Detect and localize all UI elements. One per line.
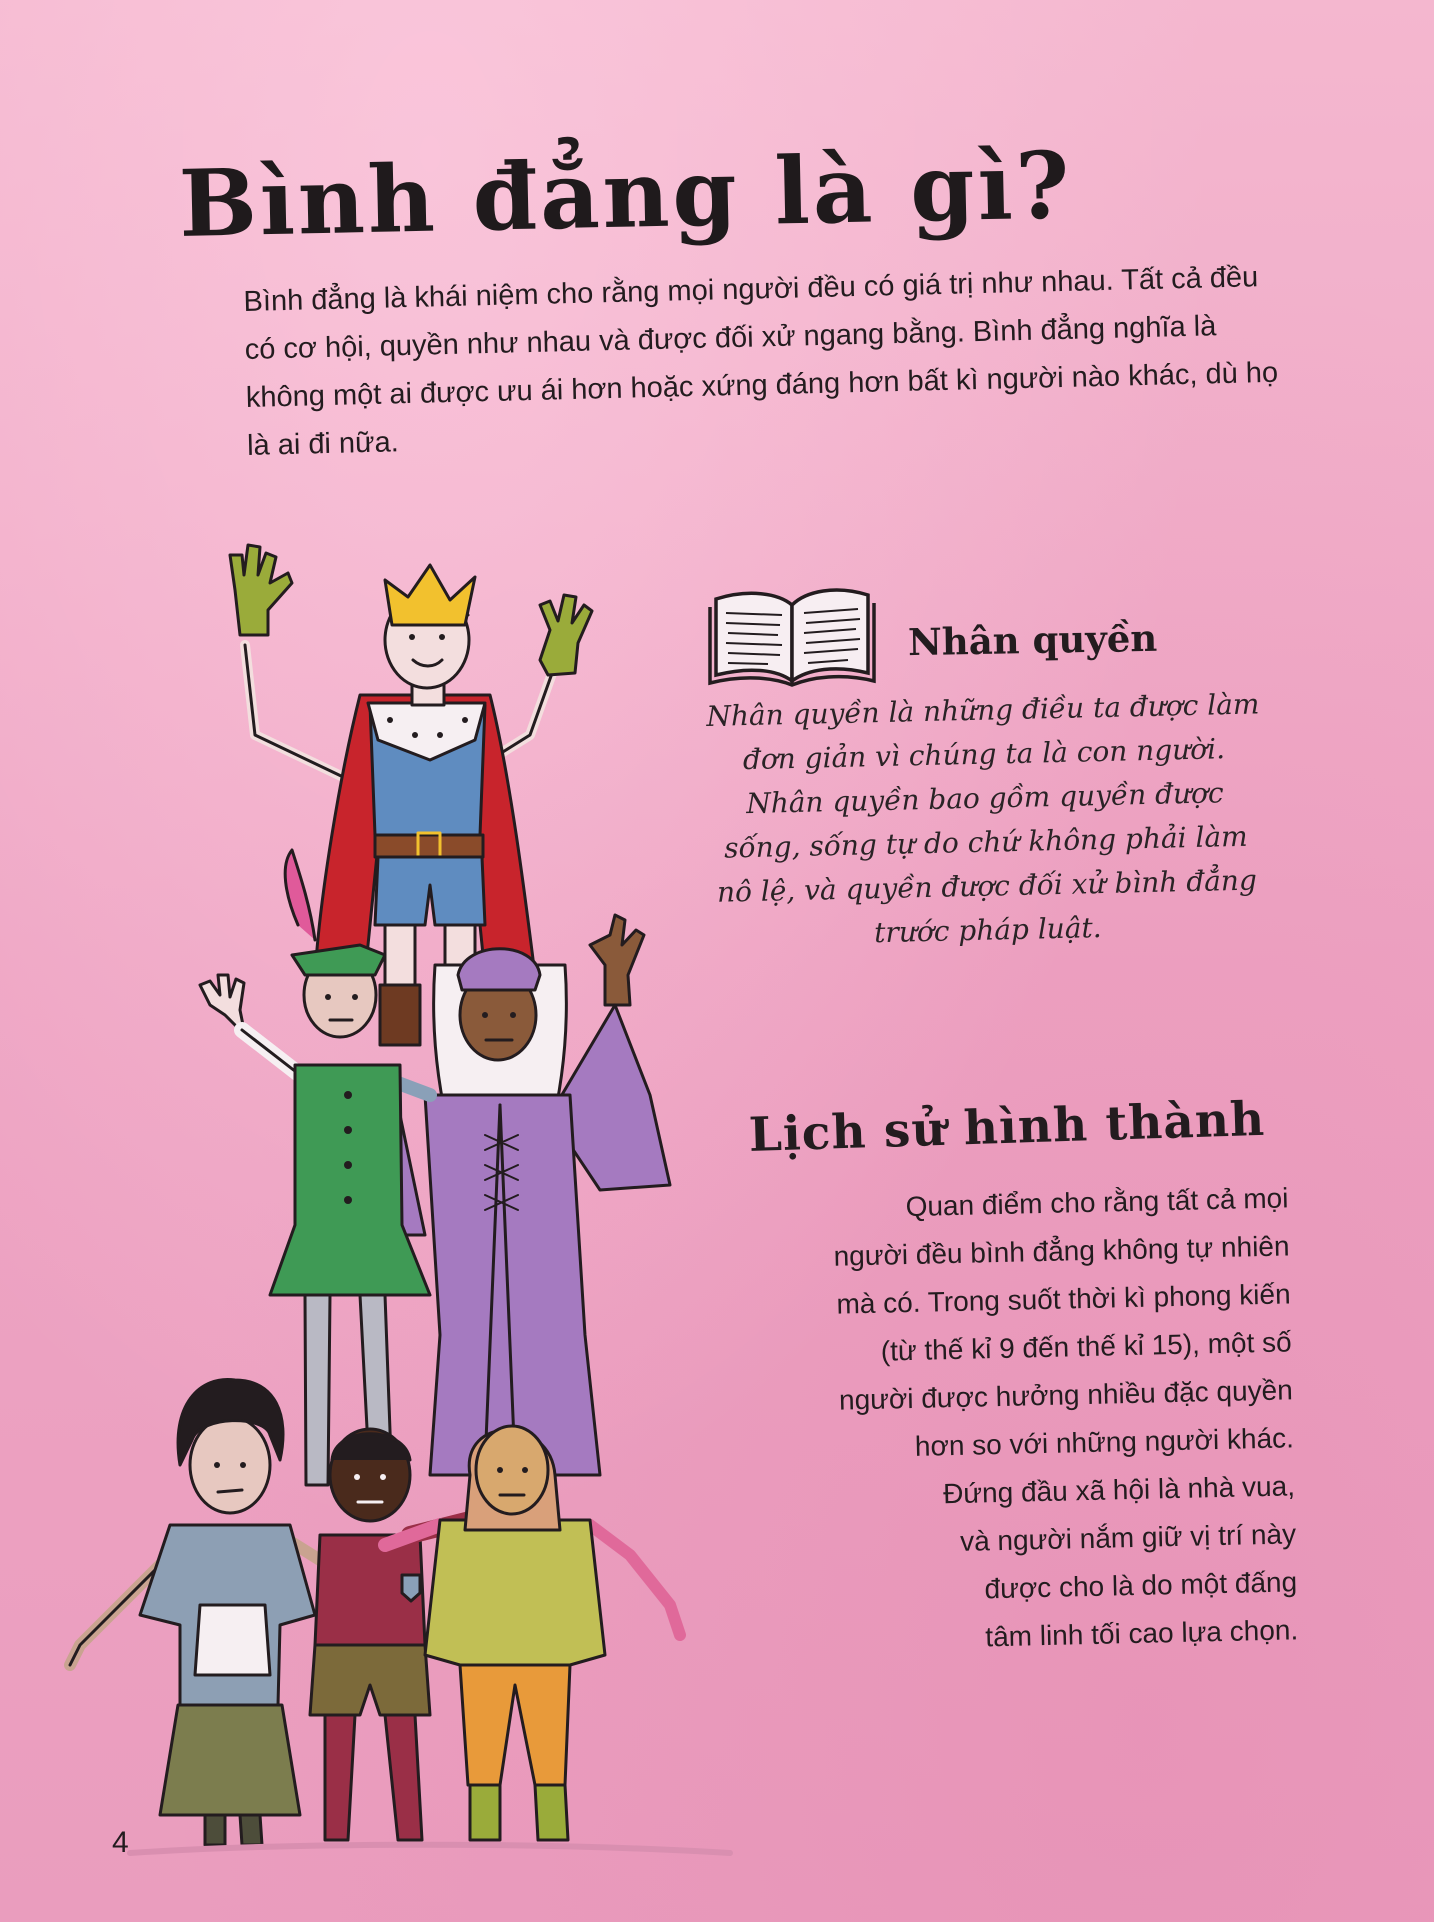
blonde-woman-figure bbox=[385, 1426, 680, 1840]
page-number: 4 bbox=[112, 1826, 129, 1859]
history-line: người đều bình đẳng không tự nhiên bbox=[833, 1230, 1290, 1272]
page-title: Bình đẳng là gì? bbox=[178, 131, 1074, 258]
human-rights-heading: Nhân quyền bbox=[907, 615, 1158, 665]
history-line: hơn so với những người khác. bbox=[914, 1422, 1295, 1462]
history-line: và người nắm giữ vị trí này bbox=[959, 1518, 1297, 1557]
history-heading: Lịch sử hình thành bbox=[748, 1091, 1266, 1163]
intro-paragraph: Bình đẳng là khái niệm cho rằng mọi người đều có giá trị như nhau. Tất cả đều có cơ hội, quyền như nhau và được đối xử ngang bằng. Bình đẳng nghĩa là không một ai được ưu ái hơn hoặc xứng đáng hơn bất kì người nào khác, dù họ là ai đi nữa. bbox=[243, 261, 1279, 462]
history-line: Đứng đầu xã hội là nhà vua, bbox=[942, 1470, 1296, 1510]
history-line: người được hưởng nhiều đặc quyền bbox=[838, 1374, 1294, 1416]
history-line: tâm linh tối cao lựa chọn. bbox=[984, 1614, 1299, 1653]
history-line: mà có. Trong suốt thời kì phong kiến bbox=[836, 1278, 1291, 1320]
human-rights-text: Nhân quyền là những điều ta được làm đơn giản vì chúng ta là con người. Nhân quyền bao gồm quyền được sống, sống tự do chứ không phải làm nô lệ, và quyền được đối xử bình đẳng trước pháp luật. bbox=[706, 687, 1260, 950]
history-line: Quan điểm cho rằng tất cả mọi bbox=[905, 1182, 1289, 1223]
human-pyramid-illustration bbox=[30, 535, 850, 1865]
history-line: (từ thế kỉ 9 đến thế kỉ 15), một số bbox=[880, 1326, 1292, 1367]
history-line: được cho là do một đấng bbox=[984, 1566, 1298, 1605]
